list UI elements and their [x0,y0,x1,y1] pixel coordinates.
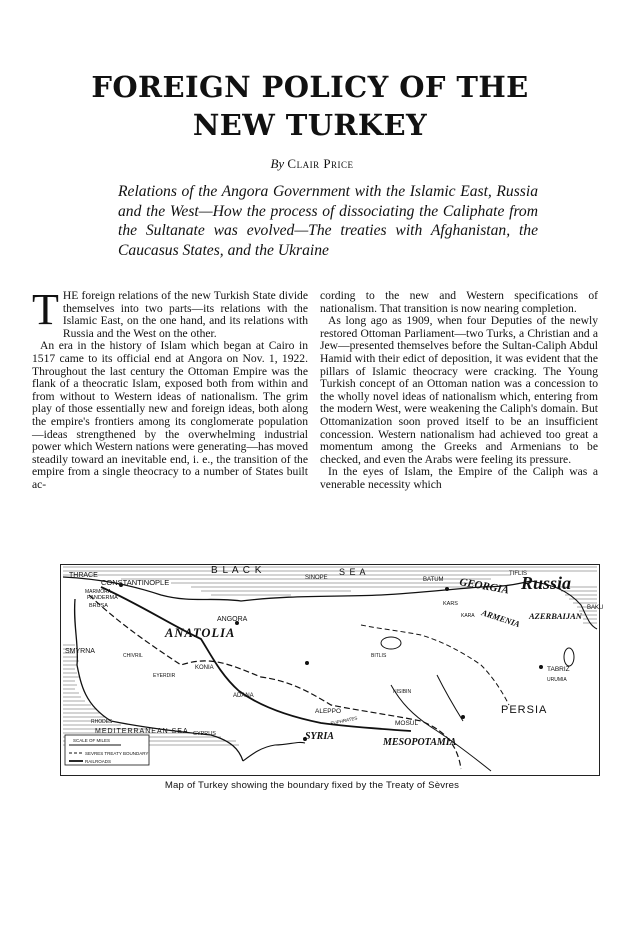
map-figure [60,564,604,776]
map-label: GEORGIA [458,576,510,597]
map-label: MESOPOTAMIA [383,737,457,748]
city-markers [119,583,543,741]
paragraph: As long ago as 1909, when four Deputies of the newly restored Ottoman Parliament—two Turks, a Christian and a Jew—presented themselves before the Sultan-Caliph Abdul Hamid with their edict of deposition, it was evident that the pillars of Islamic theocracy were cracking. The Young Turkish concept of an Ottoman nation was a concession to the wholly novel ideas of nationalism which, entering from the modern West, were weakening the Caliph's domain. But Ottomanization soon proved itself to be an insufficient concession. Western nationalism had achieved too great a momentum among the Greeks and Armenians to be checked, and even the Arabs were feeling its pressure. [320,314,598,466]
drop-cap: T [32,285,59,334]
eastern-boundary-line [361,625,509,705]
map-label: MARMORA [85,589,112,595]
map-label: KARA [461,613,475,619]
map-label: BRUSA [89,603,108,609]
body-column-right [320,290,598,492]
paragraph [32,285,308,340]
map-label: PERSIA [501,704,548,716]
railroad-line [101,587,411,731]
map-legend [65,735,149,765]
map-label: KARS [443,601,458,607]
legend-scale: SCALE OF MILES [73,738,111,743]
map-label: ALEPPO [315,708,342,715]
map-label: EUPHRATES [330,715,358,726]
map-label: ANATOLIA [165,626,236,640]
map-label: Russia [521,573,572,593]
map-label: B L A C K [211,565,263,576]
author-name: Clair Price [287,156,354,171]
map-label: CHIVRIL [123,653,143,659]
map-label: MOSUL [395,720,419,727]
paragraph: In the eyes of Islam, the Empire of the Caliph was a venerable necessity which [320,465,598,491]
euphrates-river [391,685,491,771]
map-label: SINOPE [305,575,328,581]
map-label: RHODES [91,719,113,725]
paragraph: An era in the history of Islam which began at Cairo in 1517 came to its official end at Angora on Nov. 1, 1922. Throughout the last century the Ottoman Empire was the flank of a theocratic Islam, exposed both from within and from without to Western ideas of nationalism. The grim play of those essentially new and foreign ideas, both along the empire's frontiers among its conglomerate population—ideas strengthened by the overwhelming industrial power which Western nations were generating—has moved steadily toward an inevitable end, i. e., the transition of the empire from a single theocracy to a number of States built ac- [32,339,308,491]
south-coast [243,742,305,761]
map-label: BITLIS [371,653,387,659]
map-label: S E A [339,567,367,577]
lake-van [381,637,401,649]
map-label: TIFLIS [509,571,528,577]
map-label: URUMIA [547,677,567,683]
article-deck: Relations of the Angora Government with the Islamic East, Russia and the West—How the process of dissociating the Caliphate from the Sultanate was evolved—The treaties with Afghanistan, the Caucasus States, and the Ukraine [118,183,538,259]
map-label: KONIA [195,665,214,671]
body-column-left [32,285,308,492]
sea-hatching [63,567,597,745]
map-label: ANGORA [217,616,248,623]
map-label: ARMENIA [480,607,522,630]
byline [0,156,624,172]
map-label: CONSTANTINOPLE [101,578,170,587]
map-label: TABRIZ [547,666,570,673]
paragraph-text: HE foreign relations of the new Turkish State divide themselves into two parts—its relations with the Islamic East, on the one hand, and its relations with Russia and the West on the other. [62,289,308,340]
map-label: SYRIA [305,731,334,742]
map-label: AZERBAIJAN [529,611,582,621]
map-label: SMYRNA [65,648,95,655]
map-label: CYPRUS [193,731,216,737]
map-label: MEDITERRANEAN SEA [95,728,189,735]
map-drawing [61,565,604,775]
paragraph: cording to the new and Western specifications of nationalism. That transition is now nearing completion. [320,289,598,315]
legend-railroads: RAILROADS [85,759,112,764]
article-title: FOREIGN POLICY OF THE NEW TURKEY [91,70,529,142]
map-label: THRACE [69,572,98,579]
map-caption: Map of Turkey showing the boundary fixed by the Treaty of Sèvres [164,780,460,791]
map-label: EYERDIR [153,673,176,679]
map-label: ADANA [233,693,254,699]
map-label: BATUM [423,577,444,583]
tigris-river [437,675,463,721]
map-label: BAKU [587,605,604,611]
byline-prefix: By [270,156,285,171]
map-label: NISIBIN [393,689,412,695]
lake-urmia [564,648,574,666]
legend-boundary: SEVRES TREATY BOUNDARY [85,751,149,756]
map-label: PANDERMA [87,595,118,601]
